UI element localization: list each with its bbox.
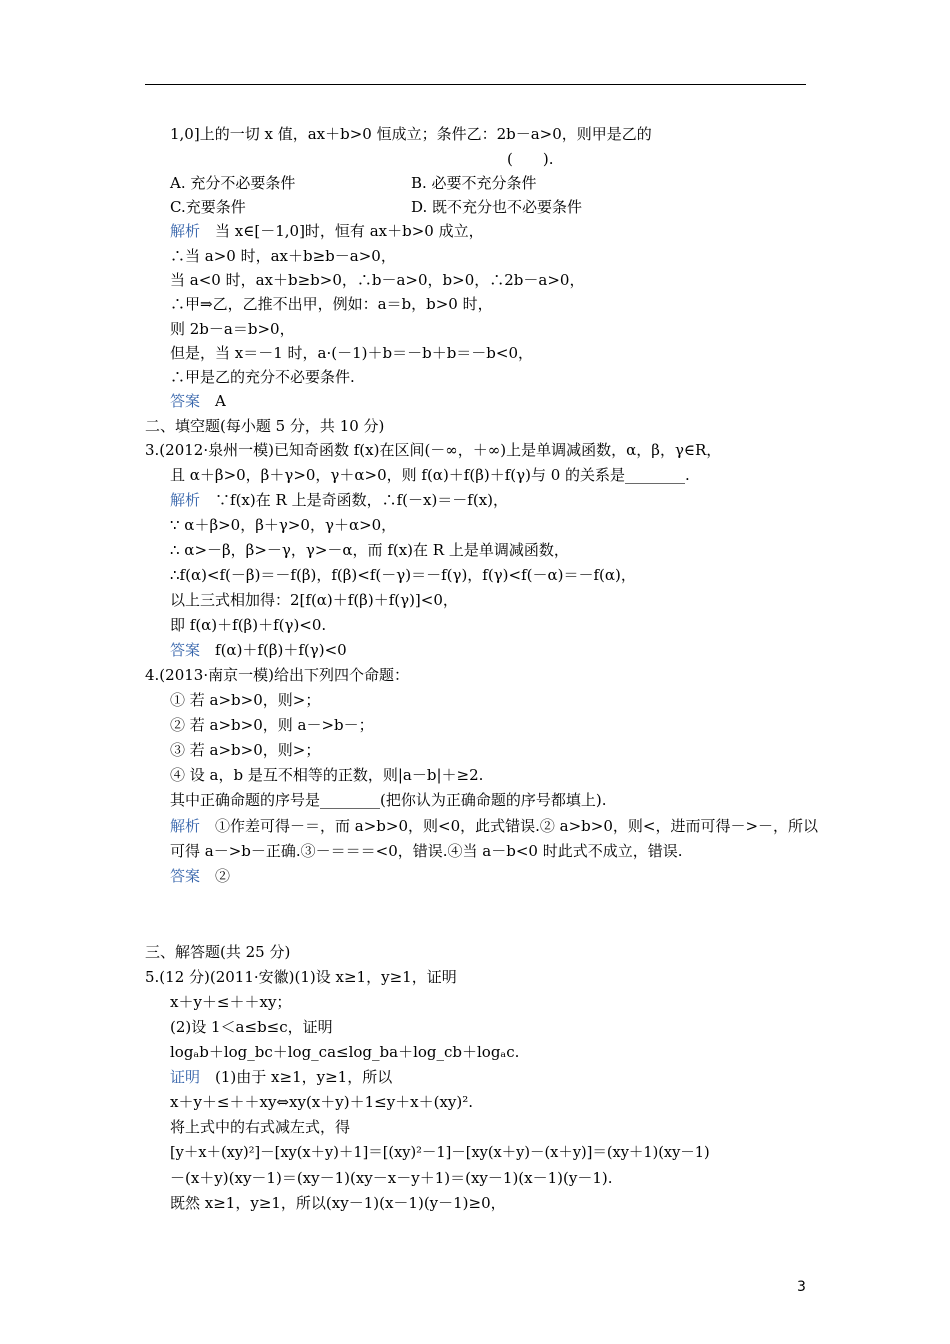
text-line: 解析 当 x∈[－1,0]时，恒有 ax＋b>0 成立， <box>170 222 484 240</box>
text-line: 1,0]上的一切 x 值，ax＋b>0 恒成立；条件乙：2b－a>0，则甲是乙的 <box>170 125 652 143</box>
section-heading: 二、填空题(每小题 5 分，共 10 分) <box>145 417 385 435</box>
text-line: x＋y＋≤＋＋xy⇔xy(x＋y)＋1≤y＋x＋(xy)². <box>170 1093 474 1111</box>
text-line: 且 α＋β>0，β＋γ>0，γ＋α>0，则 f(α)＋f(β)＋f(γ)与 0 的关系是________. <box>170 466 690 484</box>
text-line: logₐb＋log_bc＋log_ca≤log_ba＋log_cb＋logₐc. <box>170 1043 520 1061</box>
text-line: 将上式中的右式减左式，得 <box>170 1118 351 1136</box>
question-4: 4.(2013·南京一模)给出下列四个命题： <box>145 666 409 684</box>
text-line: 即 f(α)＋f(β)＋f(γ)<0. <box>170 616 327 634</box>
text-line: ④ 设 a，b 是互不相等的正数，则|a－b|＋≥2. <box>170 766 484 784</box>
header-rule <box>145 84 806 85</box>
text-line: ∴f(α)<f(－β)＝－f(β)，f(β)<f(－γ)＝－f(γ)，f(γ)<f(－α)＝－f(α)， <box>170 566 636 584</box>
text-line: ∵ α＋β>0，β＋γ>0，γ＋α>0， <box>170 516 397 534</box>
text-line: 则 2b－a＝b>0， <box>170 320 295 338</box>
text-line: 证明 (1)由于 x≥1，y≥1，所以 <box>170 1068 393 1086</box>
analysis-label: 解析 <box>170 222 201 240</box>
answer-label: 答案 <box>170 641 201 659</box>
answer-bracket: ( ). <box>507 150 554 168</box>
text-line: 解析 ∵f(x)在 R 上是奇函数，∴f(－x)＝－f(x)， <box>170 491 509 509</box>
option-b: B. 必要不充分条件 <box>411 174 537 192</box>
answer-label: 答案 <box>170 392 201 410</box>
text-line: ① 若 a>b>0，则>； <box>170 691 321 709</box>
analysis-label: 解析 <box>170 817 201 835</box>
text-line: 可得 a－>b－正确.③－＝＝＝<0，错误.④当 a－b<0 时此式不成立，错误. <box>170 842 683 860</box>
question-3: 3.(2012·泉州一模)已知奇函数 f(x)在区间(－∞，＋∞)上是单调减函数，α，β，γ∈R， <box>145 441 722 459</box>
text-line: ∴甲⇒乙，乙推不出甲，例如：a＝b，b>0 时， <box>170 295 493 313</box>
option-c: C.充要条件 <box>170 198 246 216</box>
option-d: D. 既不充分也不必要条件 <box>411 198 583 216</box>
text-line: ∴ α>－β，β>－γ，γ>－α，而 f(x)在 R 上是单调减函数， <box>170 541 569 559</box>
text-line: 答案 ② <box>170 867 231 885</box>
analysis-label: 解析 <box>170 491 201 509</box>
text-line: (2)设 1＜a≤b≤c，证明 <box>170 1018 333 1036</box>
text-line: x＋y＋≤＋＋xy； <box>170 993 292 1011</box>
text-line: [y＋x＋(xy)²]－[xy(x＋y)＋1]＝[(xy)²－1]－[xy(x＋y)－(x＋y)]＝(xy＋1)(xy－1) <box>170 1145 710 1161</box>
text-line: 答案 A <box>170 392 226 410</box>
text-line: ∴甲是乙的充分不必要条件. <box>170 368 355 386</box>
text-line: 当 a<0 时，ax＋b≥b>0，∴b－a>0，b>0，∴2b－a>0， <box>170 271 585 289</box>
text-line: －(x＋y)(xy－1)＝(xy－1)(xy－x－y＋1)＝(xy－1)(x－1)(y－1). <box>170 1169 613 1187</box>
question-5: 5.(12 分)(2011·安徽)(1)设 x≥1，y≥1，证明 <box>145 968 457 986</box>
text-line: 答案 f(α)＋f(β)＋f(γ)<0 <box>170 641 347 659</box>
text-line: 其中正确命题的序号是________(把你认为正确命题的序号都填上). <box>170 791 607 809</box>
page-number: 3 <box>797 1279 806 1295</box>
text-line: 但是，当 x＝－1 时，a·(－1)＋b＝－b＋b＝－b<0， <box>170 344 534 362</box>
proof-label: 证明 <box>170 1068 201 1086</box>
text-line: ③ 若 a>b>0，则>； <box>170 741 321 759</box>
text-line: 既然 x≥1，y≥1，所以(xy－1)(x－1)(y－1)≥0， <box>170 1194 506 1212</box>
text-line: ② 若 a>b>0，则 a－>b－； <box>170 716 374 734</box>
text-line: 以上三式相加得：2[f(α)＋f(β)＋f(γ)]<0， <box>170 591 458 609</box>
text-line: ∴当 a>0 时，ax＋b≥b－a>0， <box>170 247 396 265</box>
text-line: 解析 ①作差可得－＝，而 a>b>0，则<0，此式错误.② a>b>0，则<，进而可得－>－，所以 <box>170 817 819 835</box>
answer-label: 答案 <box>170 867 201 885</box>
section-heading: 三、解答题(共 25 分) <box>145 943 291 961</box>
option-a: A. 充分不必要条件 <box>170 174 296 192</box>
